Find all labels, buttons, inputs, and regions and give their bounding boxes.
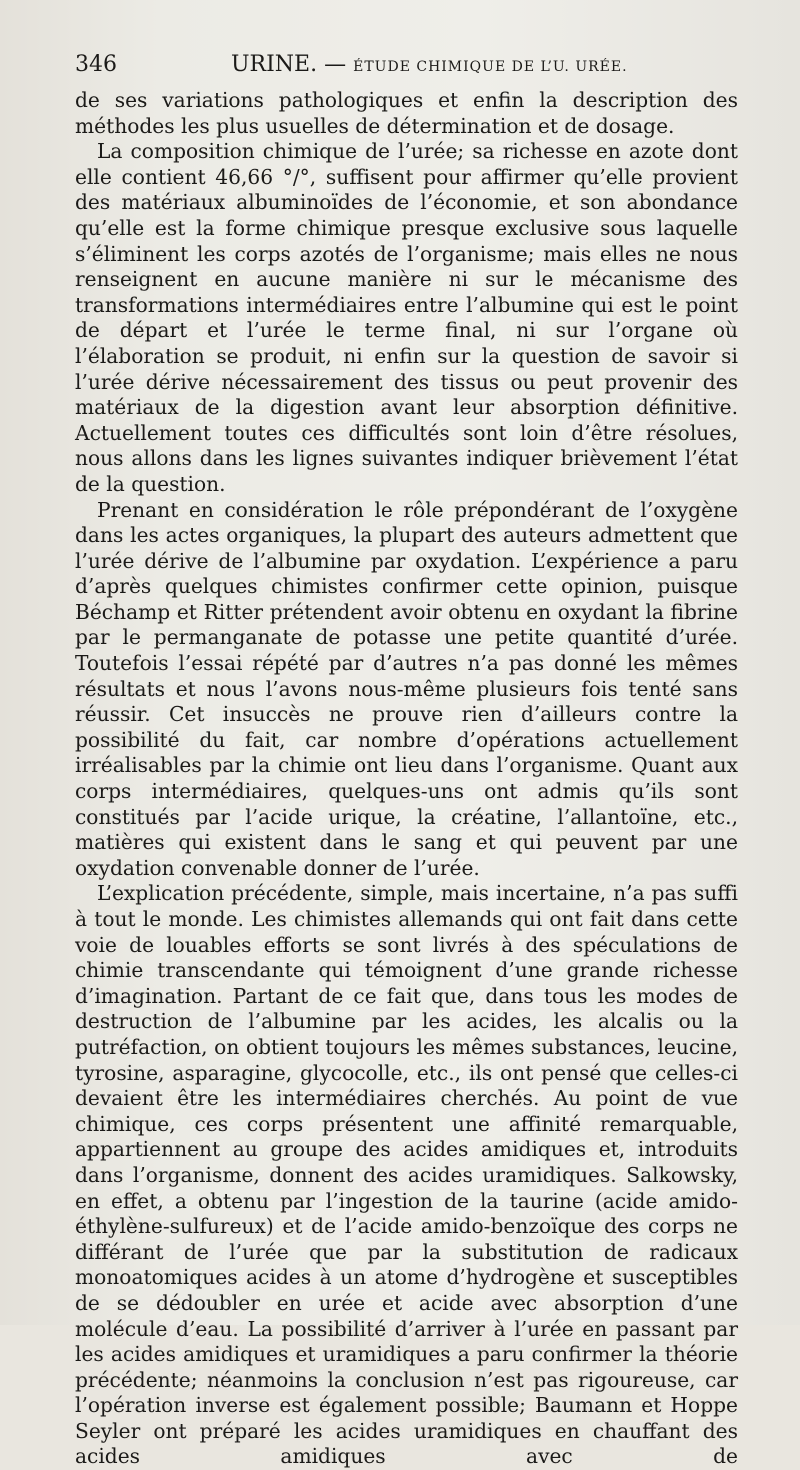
running-head	[231, 52, 628, 77]
running-head-title: URINE.	[231, 52, 318, 77]
paragraph-continuation: de ses variations pathologiques et enfin la description des méthodes les plus usuelles de détermination et de dosage.	[75, 88, 738, 138]
paragraph-explanation: L’explication précédente, simple, mais incertaine, n’a pas suffi à tout le monde. Les chimistes allemands qui ont fait dans cette voie de louables efforts se sont livrés à des spéculations de chimie transcendante qui témoignent d’une grande richesse d’imagination. Partant de ce fait que, dans tous les modes de destruction de l’albumine par les acides, les alcalis ou la putréfaction, on obtient toujours les mêmes substances, leucine, tyrosine, asparagine, glycocolle, etc., ils ont pensé que celles-ci devaient être les intermédiaires cherchés. Au point de vue chimique, ces corps présentent une affinité remarquable, appartiennent au groupe des acides amidiques et, introduits dans l’organisme, donnent des acides uramidiques. Salkowsky, en effet, a obtenu par l’ingestion de la taurine (acide amido-éthylène-sulfureux) et de l’acide amido-benzoïque des corps ne différant de l’urée que par la substitution de radicaux monoatomiques acides à un atome d’hydrogène et susceptibles de se dédoubler en urée et acide avec absorption d’une molécule d’eau. La possibilité d’arriver à l’urée en passant par les acides amidiques et uramidiques a paru confirmer la théorie précédente; néanmoins la conclusion n’est pas rigoureuse, car l’opération inverse est également possible; Baumann et Hoppe Seyler ont préparé les acides uramidiques en chauffant des acides amidiques avec de	[75, 881, 738, 1469]
paragraph-composition: La composition chimique de l’urée; sa richesse en azote dont elle contient 46,66 °/°, suffisent pour affirmer qu’elle provient des matériaux albuminoïdes de l’économie, et son abondance qu’elle est la forme chimique presque exclusive sous laquelle s’éliminent les corps azotés de l’organisme; mais elles ne nous renseignent en aucune manière ni sur le mécanisme des transformations intermédiaires entre l’albumine qui est le point de départ et l’urée le terme final, ni sur l’organe où l’élaboration se produit, ni enfin sur la question de savoir si l’urée dérive nécessairement des tissus ou peut provenir des matériaux de la digestion avant leur absorption définitive. Actuellement toutes ces difficultés sont loin d’être résolues, nous allons dans les lignes suivantes indiquer brièvement l’état de la question.	[75, 139, 738, 496]
page-number: 346	[75, 52, 117, 77]
paragraph-oxygen: Prenant en considération le rôle prépondérant de l’oxygène dans les actes organiques, la plupart des auteurs admettent que l’urée dérive de l’albumine par oxydation. L’expérience a paru d’après quelques chimistes confirmer cette opinion, puisque Béchamp et Ritter prétendent avoir obtenu en oxydant la fibrine par le permanganate de potasse une petite quantité d’urée. Toutefois l’essai répété par d’autres n’a pas donné les mêmes résultats et nous l’avons nous-même plusieurs fois tenté sans réussir. Cet insuccès ne prouve rien d’ailleurs contre la possibilité du fait, car nombre d’opérations actuellement irréalisables par la chimie ont lieu dans l’organisme. Quant aux corps intermédiaires, quelques-uns ont admis qu’ils sont constitués par l’acide urique, la créatine, l’allantoïne, etc., matières qui existent dans le sang et qui peuvent par une oxydation convenable donner de l’urée.	[75, 497, 738, 880]
running-head-subtitle: ÉTUDE CHIMIQUE DE L’U. URÉE.	[353, 59, 628, 75]
page-header	[75, 52, 745, 82]
body-text	[75, 88, 738, 1470]
running-head-dash: —	[324, 52, 347, 77]
